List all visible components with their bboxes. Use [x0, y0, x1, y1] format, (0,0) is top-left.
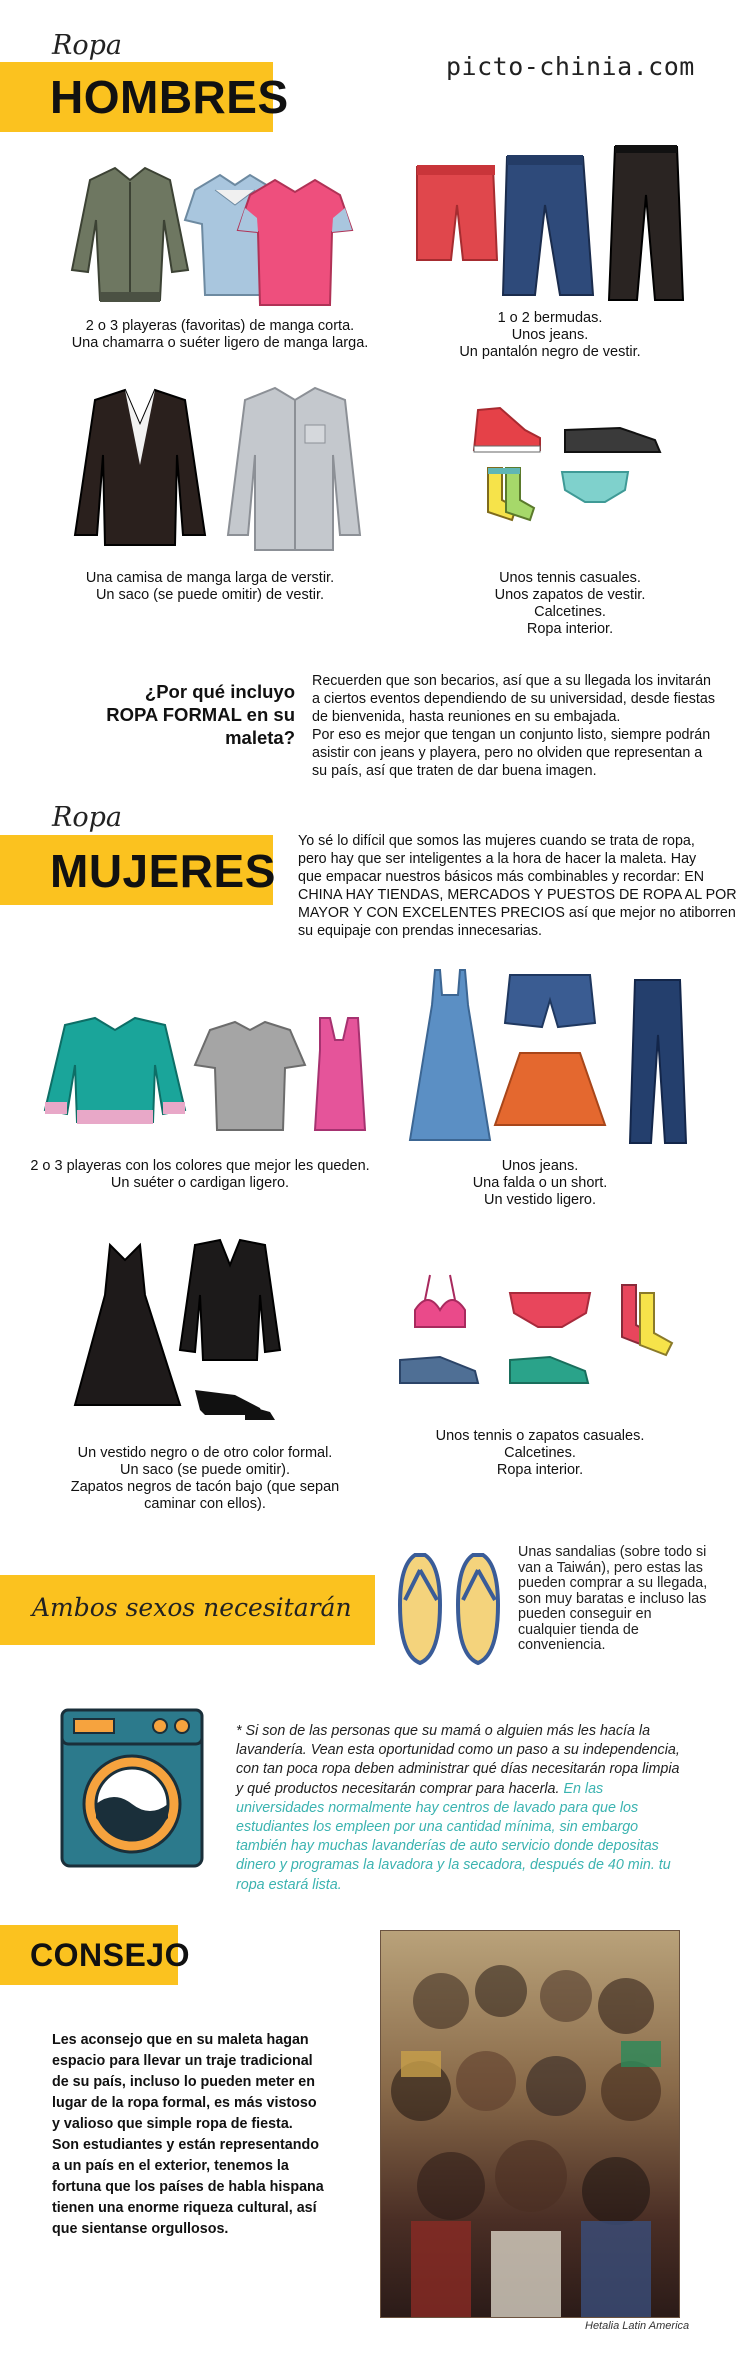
- hetalia-illustration: [380, 1930, 680, 2318]
- men-title-bar: [0, 62, 289, 132]
- jeans-icon: [503, 155, 593, 295]
- men-caption-4: Unos tennis casuales. Unos zapatos de vestir. Calcetines. Ropa interior.: [494, 570, 646, 637]
- advice-text: Les aconsejo que en su maleta hagan espacio para llevar un traje tradicional de su país, incluso lo pueden meter en lugar de la ropa formal, es más vistoso y valioso que simple ropa de fiesta. Son estudiantes y están representando a un país en el exterior, tenemos la fortuna que los países de habla hispana tienen una enorme riqueza cultural, así que sientanse orgullosos.: [52, 2032, 324, 2237]
- women-shoes-underwear-illustration: [400, 1275, 700, 1405]
- laundry-text: * Si son de las personas que su mamá o alguien más les hacía la lavandería. Vean esta oportunidad como un paso a su independencia, con tan poca ropa deben administrar qué días necesitarán ropa limpia y qué productos necesitarán comprar para hacerla. En las universidades normalmente hay centros de lavado para que los estudiantes los empleen por una cantidad mínima, sin embargo también hay muchas lavanderías de auto servicio donde depositas dinero y programas la lavadora y la secadora, después de 40 min. tu ropa estará lista.: [236, 1723, 680, 1893]
- women-intro: Yo sé lo difícil que somos las mujeres cuando se trata de ropa, pero hay que ser inteligentes a la hora de hacer la maleta. Hay que empacar nuestros básicos más combinables y recordar: EN CHINA HAY TIENDAS, MERCADOS Y PUESTOS DE ROPA AL POR MAYOR Y CON EXCELENTES PRECIOS así que mejor no atiborren su equipaje con prendas innecesarias.: [298, 833, 737, 939]
- dress-shirt-icon: [228, 388, 360, 550]
- blazer-icon: [75, 390, 205, 545]
- blazer-and-shirt-illustration: [65, 385, 365, 555]
- women-tops-illustration: [35, 1010, 365, 1140]
- women-caption-3: Un vestido negro o de otro color formal. Un saco (se puede omitir). Zapatos negros de tacón bajo (que sepan caminar con ellos).: [70, 1445, 340, 1512]
- men-caption-2: 1 o 2 bermudas. Unos jeans. Un pantalón negro de vestir.: [459, 310, 641, 360]
- bermuda-shorts-icon: [417, 165, 497, 260]
- socks-icon: [488, 468, 534, 520]
- heels-icon: [195, 1390, 275, 1420]
- women-caption-2: Unos jeans. Una falda o un short. Un vestido ligero.: [472, 1158, 608, 1208]
- both-title-bar: [0, 1575, 375, 1645]
- women-jeans-icon: [630, 980, 686, 1143]
- site-url[interactable]: picto-chinia.com: [446, 52, 695, 81]
- men-caption-1: 2 o 3 playeras (favoritas) de manga corta. Una chamarra o suéter ligero de manga larga.: [71, 318, 369, 351]
- pants-illustration: [415, 145, 685, 300]
- sweater-icon: [45, 1018, 185, 1124]
- dress-pants-icon: [609, 145, 683, 300]
- women-caption-4: Unos tennis o zapatos casuales. Calcetines. Ropa interior.: [435, 1428, 645, 1478]
- women-bottoms-illustration: [410, 965, 700, 1150]
- casual-shoe-teal-icon: [510, 1357, 588, 1383]
- bikini-top-icon: [415, 1275, 465, 1327]
- men-script-label: Ropa: [52, 30, 122, 61]
- women-caption-1: 2 o 3 playeras con los colores que mejor les queden. Un suéter o cardigan ligero.: [30, 1158, 370, 1191]
- casual-shoe-blue-icon: [400, 1357, 478, 1383]
- underwear-icon: [562, 472, 628, 502]
- black-dress-icon: [75, 1245, 180, 1405]
- tank-top-icon: [315, 1018, 365, 1130]
- women-blazer-icon: [180, 1240, 280, 1360]
- jacket-and-tshirts-illustration: [60, 160, 380, 310]
- shoes-socks-underwear-illustration: [470, 400, 670, 530]
- women-title-bar: [0, 835, 276, 905]
- bomber-jacket-icon: [72, 168, 188, 302]
- women-script-label: Ropa: [52, 802, 122, 833]
- light-dress-icon: [410, 970, 490, 1140]
- advice-title: CONSEJO: [30, 1937, 190, 1973]
- men-caption-3: Una camisa de manga larga de verstir. Un saco (se puede omitir) de vestir.: [85, 570, 335, 603]
- men-title: HOMBRES: [50, 71, 289, 123]
- sneaker-icon: [474, 408, 540, 452]
- formal-question: ¿Por qué incluyo ROPA FORMAL en su maleta?: [106, 681, 295, 748]
- dress-shoe-icon: [565, 428, 660, 452]
- women-socks-icon: [622, 1285, 672, 1355]
- advice-title-bar: [0, 1925, 190, 1985]
- sandal-right-icon: [458, 1555, 498, 1663]
- women-title: MUJERES: [50, 845, 276, 897]
- sandal-left-icon: [400, 1555, 440, 1663]
- sandals-text: Unas sandalias (sobre todo si van a Taiwán), pero estas las pueden comprar a su llegada, son muy baratas e incluso las pueden conseguir en cualquier tienda de conveniencia.: [518, 1544, 708, 1653]
- image-caption: Hetalia Latin America: [585, 2320, 690, 2332]
- skirt-icon: [495, 1053, 605, 1125]
- tshirt-grey-icon: [195, 1022, 305, 1130]
- formal-answer: Recuerden que son becarios, así que a su llegada los invitarán a ciertos eventos dependiendo de su universidad, desde fiestas de bienvenida, hasta reuniones en su embajada. Por eso es mejor que tengan un conjunto listo, siempre podrán asistir con jeans y playera, pero no olviden que representan a su país, así que traten de dar buena imagen.: [312, 673, 715, 779]
- sandals-illustration: [395, 1545, 505, 1670]
- denim-shorts-icon: [505, 975, 595, 1027]
- women-formal-illustration: [85, 1240, 295, 1425]
- panties-icon: [510, 1293, 590, 1327]
- both-title: Ambos sexos necesitarán: [32, 1593, 352, 1622]
- washing-machine-icon: [60, 1708, 205, 1868]
